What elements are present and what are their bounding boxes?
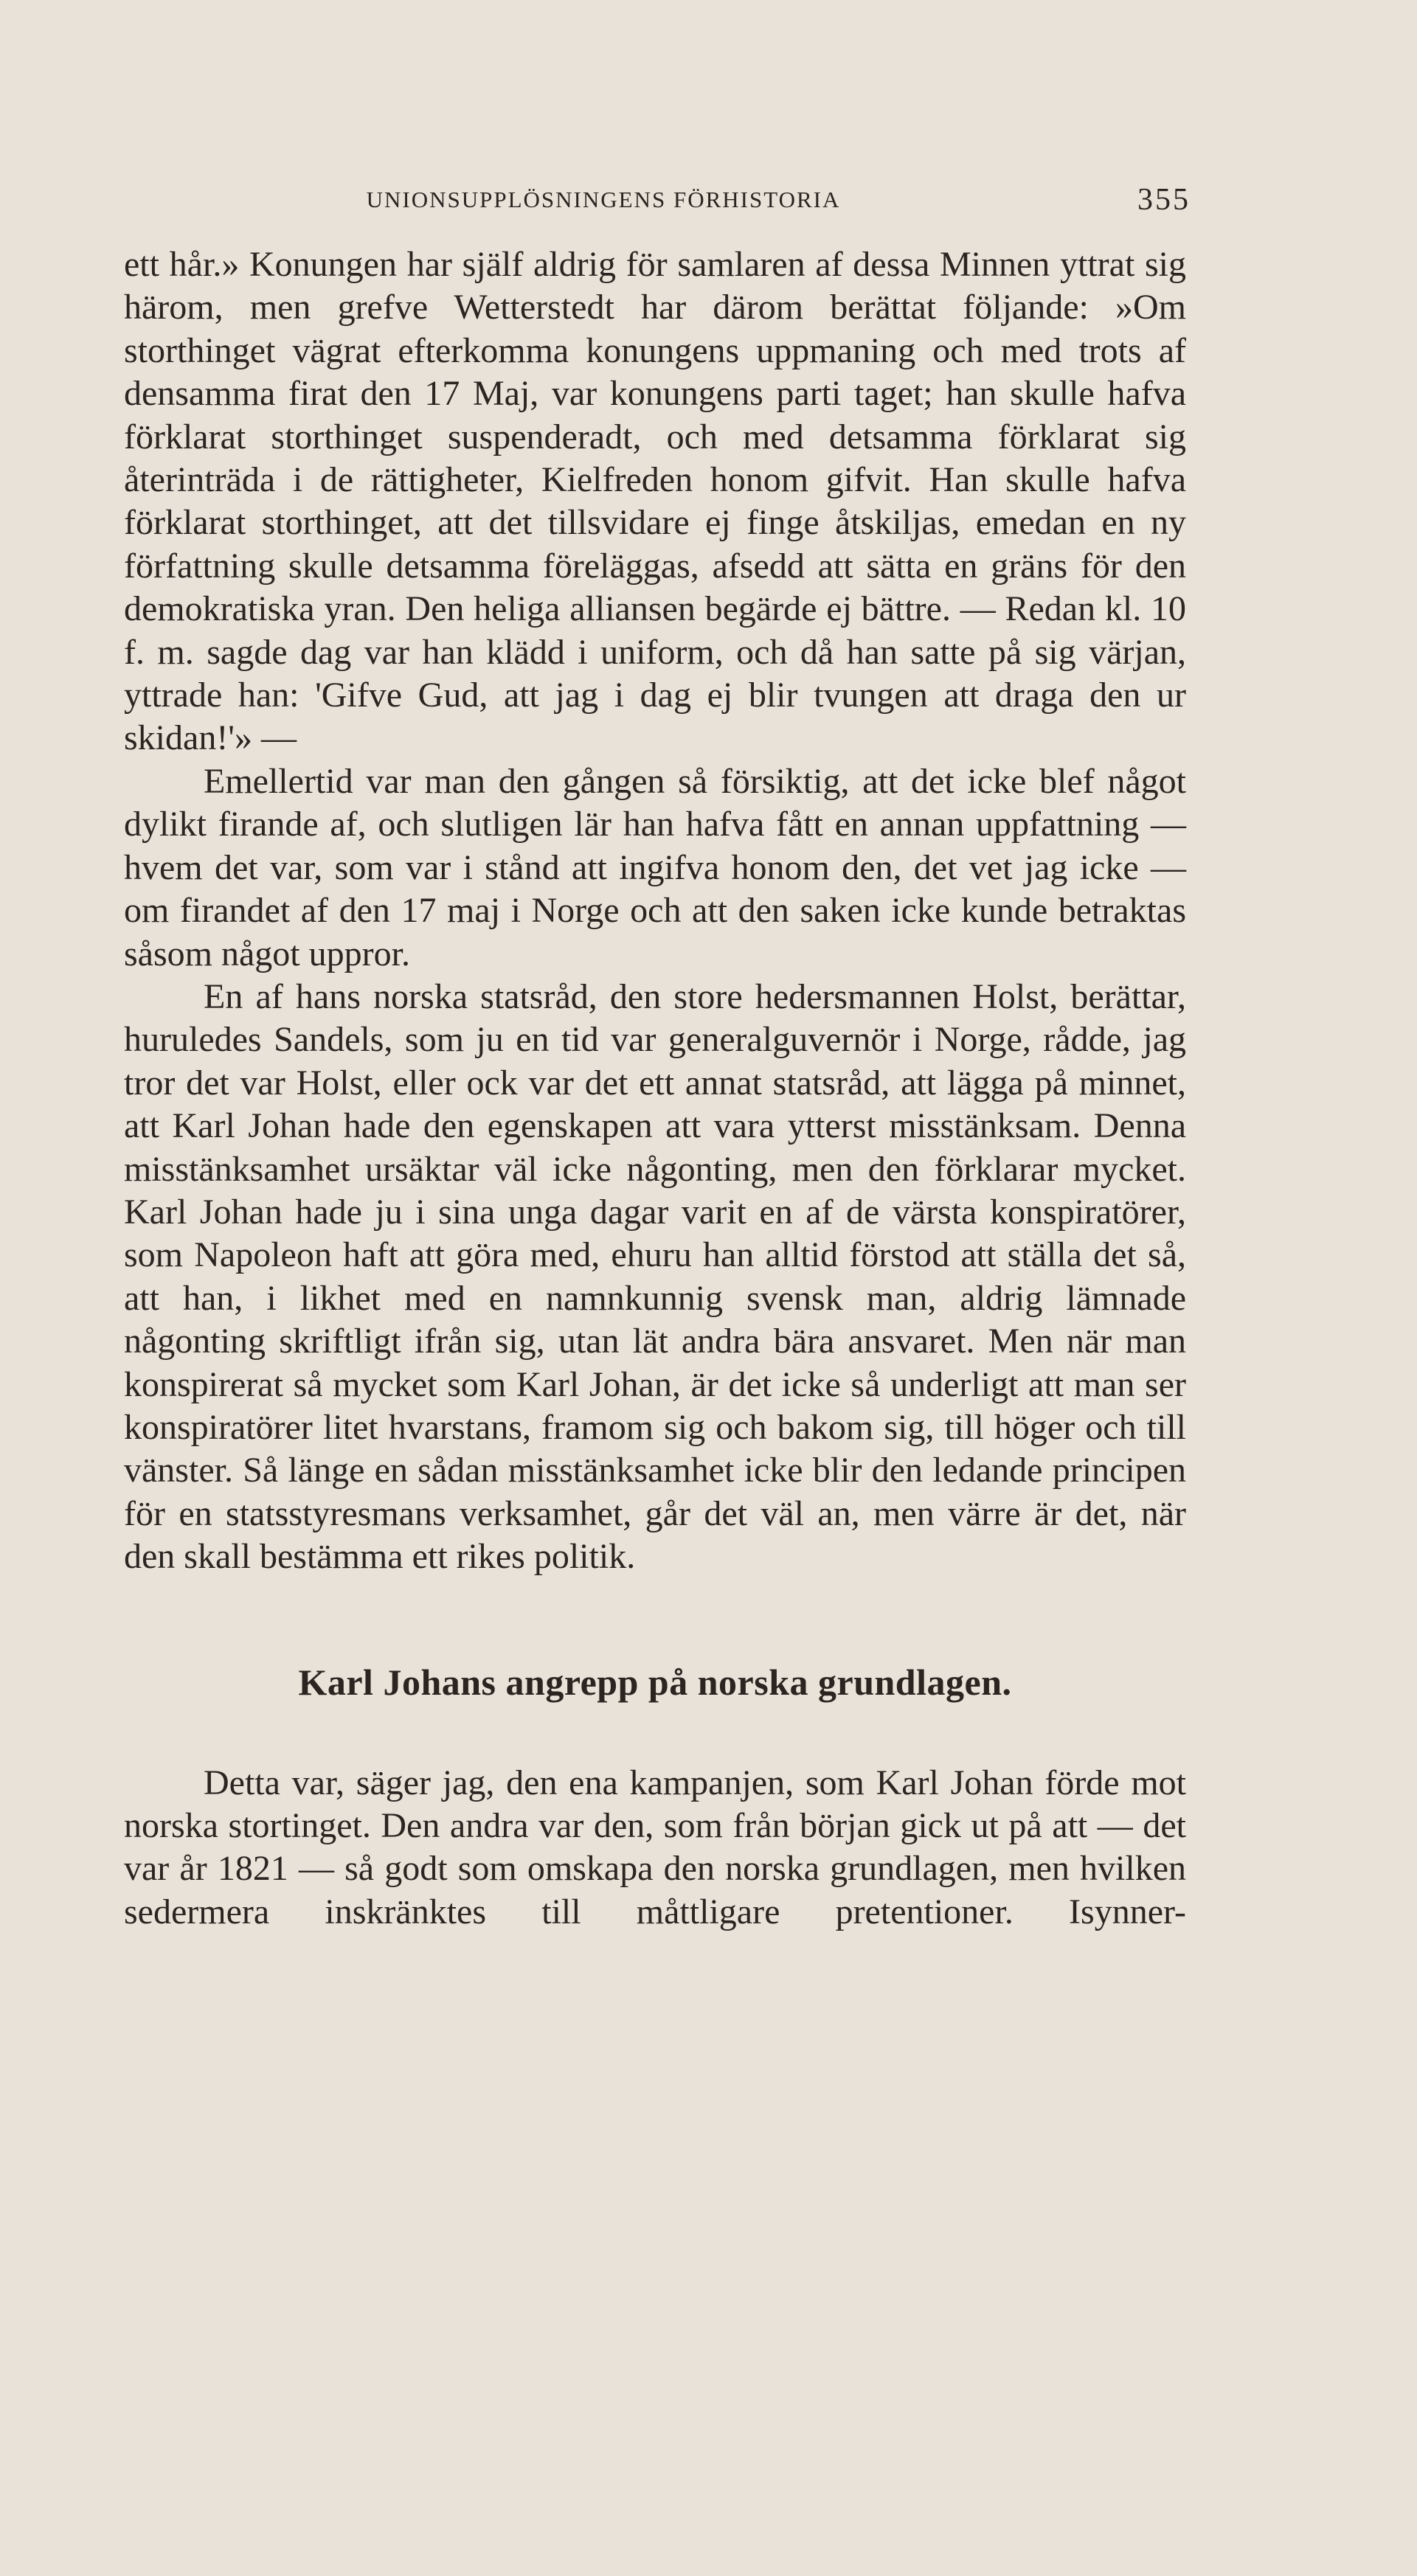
running-head bbox=[124, 181, 1191, 218]
paragraph-3: En af hans norska statsråd, den store hedersmannen Holst, berättar, huruledes Sandels, som ju en tid var generalguvernör i Norge, rådde, jag tror det var Holst, eller ock var det ett annat statsråd, att lägga på minnet, att Karl Johan hade den egenskapen att vara ytterst misstänksam. Denna misstänksamhet ursäktar väl icke någonting, men den förklarar mycket. Karl Johan hade ju i sina unga dagar varit en af de värsta konspiratörer, som Napoleon haft att göra med, ehuru han alltid förstod att ställa det så, att han, i likhet med en namnkunnig svensk man, aldrig lämnade någonting skriftligt ifrån sig, utan lät andra bära ansvaret. Men när man konspirerat så mycket som Karl Johan, är det icke så underligt att man ser konspiratörer litet hvarstans, framom sig och bakom sig, till höger och till vänster. Så länge en sådan misstänksamhet icke blir den ledande principen för en statsstyresmans verksamhet, går det väl an, men värre är det, när den skall bestämma ett rikes politik. bbox=[124, 976, 1186, 1577]
main-text bbox=[124, 243, 1186, 1934]
paragraph-1: ett hår.» Konungen har själf aldrig för samlaren af dessa Minnen yttrat sig härom, men grefve Wetterstedt har därom berättat följande: »Om storthinget vägrat efterkomma konungens uppmaning och med trots af densamma firat den 17 Maj, var konungens parti taget; han skulle hafva förklarat storthinget suspenderadt, och med detsamma förklarat sig återinträda i de rättigheter, Kielfreden honom gifvit. Han skulle hafva förklarat storthinget, att det tillsvidare ej finge åtskiljas, emedan en ny författning skulle detsamma föreläggas, afsedd att sätta en gräns för den demokratiska yran. Den heliga alliansen begärde ej bättre. — Redan kl. 10 f. m. sagde dag var han klädd i uniform, och då han satte på sig värjan, yttrade han: 'Gifve Gud, att jag i dag ej blir tvungen att draga den ur skidan!'» — bbox=[124, 245, 1186, 758]
page-number: 355 bbox=[1137, 183, 1191, 217]
paragraph-2: Emellertid var man den gången så försiktig, att det icke blef något dylikt firande af, och slutligen lär han hafva fått en annan uppfattning — hvem det var, som var i stånd att ingifva honom den, det vet jag icke — om firandet af den 17 maj i Norge och att den saken icke kunde betraktas såsom något uppror. bbox=[124, 761, 1186, 973]
paragraph-4: Detta var, säger jag, den ena kampanjen, som Karl Johan förde mot norska stortinget. Den andra var den, som från början gick ut på att — det var år 1821 — så godt som omskapa den norska grundlagen, men hvilken sedermera inskränktes till måttligare pretentioner. Isynner- bbox=[124, 1763, 1186, 1931]
section-heading: Karl Johans angrepp på norska grundlagen. bbox=[298, 1661, 1012, 1703]
running-title: UNIONSUPPLÖSNINGENS FÖRHISTORIA bbox=[366, 187, 841, 212]
